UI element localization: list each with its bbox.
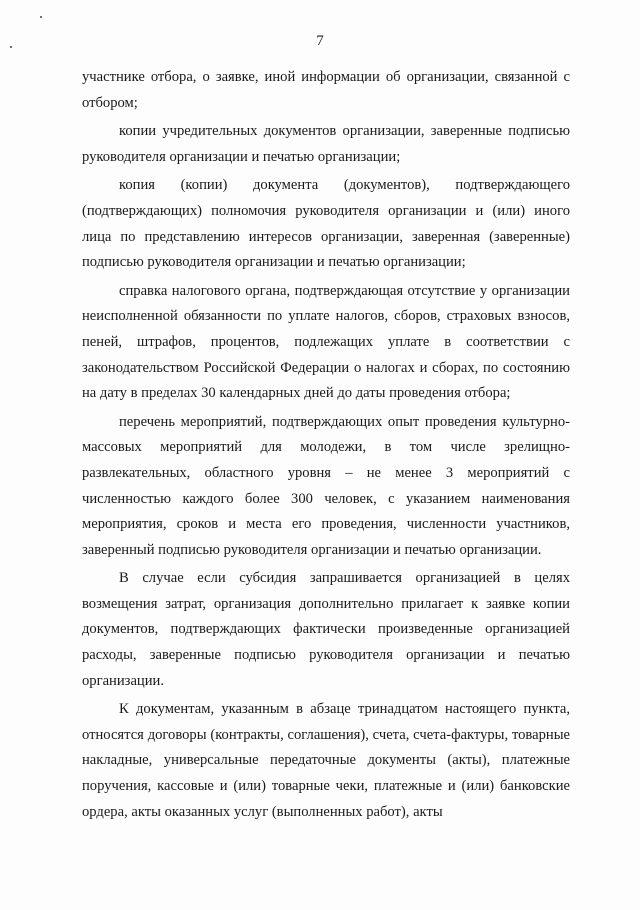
paragraph-3: копия (копии) документа (документов), подтверждающего (подтверждающих) полномочия руководителя организации и (или) иного лица по представлению интересов организации, заверенная (заверенные) подписью руководителя организации и печатью организации; — [82, 177, 570, 271]
paragraph-5: перечень мероприятий, подтверждающих опыт проведения культурно-массовых мероприятий для молодежи, в том числе зрелищно-развлекательных, областного уровня – не менее 3 мероприятий с численностью каждого более 300 человек, с указанием наименования мероприятия, сроков и места его проведения, численности участников, заверенный подписью руководителя организации и печатью организации. — [82, 413, 570, 558]
paragraph-6: В случае если субсидия запрашивается организацией в целях возмещения затрат, организация дополнительно прилагает к заявке копии документов, подтверждающих фактически произведенные организацией расходы, заверенные подписью руководителя организации и печатью организации. — [82, 570, 570, 689]
page-number: 7 — [316, 33, 324, 49]
paragraph-7: К документам, указанным в абзаце тринадцатом настоящего пункта, относятся договоры (контракты, соглашения), счета, счета-фактуры, товарные накладные, универсальные передаточные документы (акты), платежные поручения, кассовые и (или) товарные чеки, платежные и (или) банковские ордера, акты оказанных услуг (выполненных работ), акты — [82, 701, 570, 820]
paragraph-1: участнике отбора, о заявке, иной информации об организации, связанной с отбором; — [82, 69, 570, 111]
scan-speck — [40, 16, 42, 18]
document-body — [82, 65, 570, 825]
paragraph-2: копии учредительных документов организации, заверенные подписью руководителя организации и печатью организации; — [82, 123, 570, 165]
paragraph-4: справка налогового органа, подтверждающая отсутствие у организации неисполненной обязанности по уплате налогов, сборов, страховых взносов, пеней, штрафов, процентов, подлежащих уплате в соответствии с законодательством Российской Федерации о налогах и сборах, по состоянию на дату в пределах 30 календарных дней до даты проведения отбора; — [82, 282, 570, 402]
